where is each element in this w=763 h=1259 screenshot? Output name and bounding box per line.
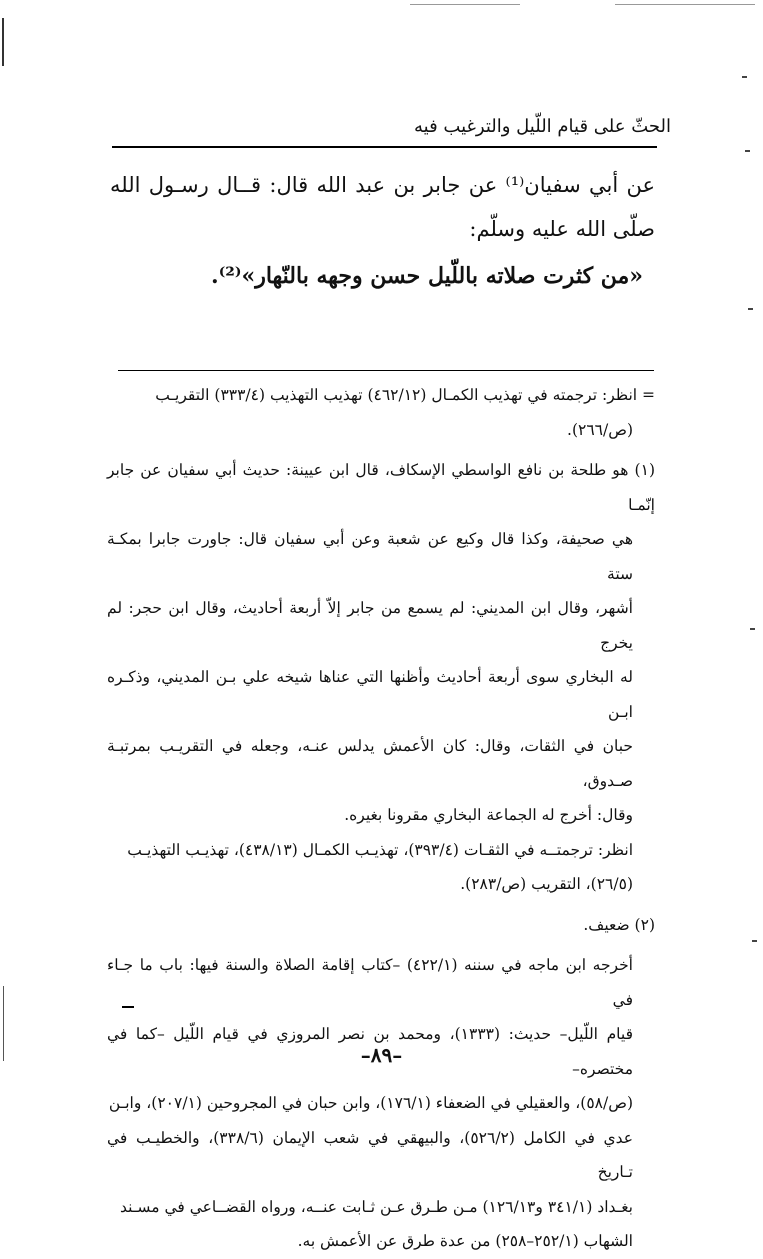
- footnote-1-line: (٢٦/٥)، التقريب (ص/٢٨٣).: [460, 875, 633, 893]
- scan-edge-mark: [615, 4, 755, 5]
- footnote-line: (ص/٢٦٦).: [567, 420, 633, 439]
- footnote-1-line: هي صحيفة، وكذا قال وكيع عن شعبة وعن أبي سفيان قال: جاورت جابرا بمكـة ستة: [107, 530, 633, 583]
- page-number: –٨٩–: [360, 1043, 403, 1067]
- footnote-rule: [118, 370, 654, 371]
- end-mark: [122, 1006, 134, 1008]
- scan-speck: [750, 628, 755, 630]
- hadith-text: «من كثرت صلاته باللّيل حسن وجهه بالنّهار»⁽²⁾.: [211, 263, 643, 289]
- footnote-line: = انظر: ترجمته في تهذيب الكمـال (٤٦٢/١٢) تهذيب التهذيب (٣٣٣/٤) التقريـب: [155, 386, 655, 404]
- footnote-2-line: عدي في الكامل (٥٢٦/٢)، والبيهقي في شعب الإيمان (٣٣٨/٦)، والخطيـب في تـاريخ: [107, 1128, 634, 1181]
- header-rule: [112, 146, 657, 148]
- footnote-1-line: انظر: ترجمتــه في الثقـات (٣٩٣/٤)، تهذيـب الكمـال (٤٣٨/١٣)، تهذيـب التهذيـب: [127, 840, 633, 859]
- footnote-1-line: أشهر، وقال ابن المديني: لم يسمع من جابر إلاّ أربعة أحاديث، وقال ابن حجر: لم يخرج: [107, 599, 633, 652]
- scan-edge-mark: [410, 4, 520, 5]
- footnote-2-line: (٢) ضعيف.: [583, 915, 655, 934]
- footnote-2-line: قيام اللّيل– حديث: (١٣٣٣)، ومحمد بن نصر المروزي في قيام اللّيل –كما في مختصره–: [107, 1025, 633, 1078]
- footnotes: [107, 378, 655, 1259]
- scan-edge-mark: [2, 18, 4, 66]
- footnote-2-line: (ص/٥٨)، والعقيلي في الضعفاء (١٧٦/١)، وابن حبان في المجروحين (٢٠٧/١)، وابـن: [108, 1094, 633, 1112]
- footnote-2-line: بغـداد (٣٤١/١ و١٢٦/١٣) مـن طـرق عـن ثـابت عنــه، ورواه القضــاعي في مسـند: [120, 1197, 633, 1216]
- scan-speck: [748, 308, 753, 310]
- scan-speck: [745, 150, 750, 152]
- footnote-1-line: (١) هو طلحة بن نافع الواسطي الإسكاف، قال ابن عيينة: حديث أبي سفيان عن جابر إنّمـا: [107, 461, 655, 514]
- footnote-1-line: حبان في الثقات، وقال: كان الأعمش يدلس عنـه، وجعله في التقريـب بمرتبـة صـدوق،: [107, 737, 633, 790]
- scan-speck: [742, 76, 747, 78]
- main-intro: عن أبي سفيان⁽¹⁾ عن جابر بن عبد الله قال: قــال رسـول الله صلّى الله عليه وسلّم:: [110, 173, 655, 241]
- scan-speck: [752, 940, 757, 942]
- footnote-2-line: الشهاب (٢٥٢/١–٢٥٨) من عدة طرق عن الأعمش به.: [297, 1232, 633, 1250]
- footnote-1-line: له البخاري سوى أربعة أحاديث وأظنها التي عناها شيخه علي بـن المديني، وذكـره ابـن: [107, 668, 633, 721]
- main-text: [110, 163, 655, 251]
- footnote-2-line: أخرجه ابن ماجه في سننه (٤٢٢/١) –كتاب إقامة الصلاة والسنة فيها: باب ما جـاء في: [107, 956, 633, 1009]
- running-head: الحثّ على قيام اللّيل والترغيب فيه: [413, 116, 671, 137]
- footnote-1-line: وقال: أخرج له الجماعة البخاري مقرونا بغيره.: [344, 806, 633, 824]
